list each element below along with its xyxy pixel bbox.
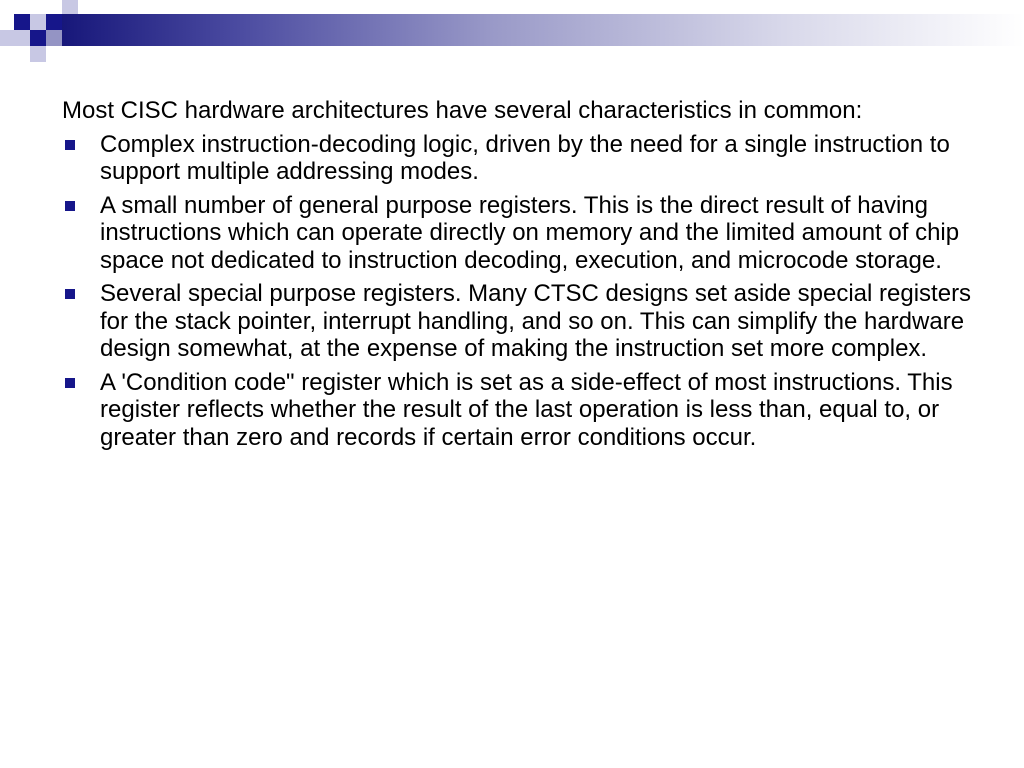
- bullet-text: A small number of general purpose registers. This is the direct result of having instructions which can operate directly on memory and the limited amount of chip space not dedicated to instruction decoding, execution, and microcode storage.: [100, 191, 960, 274]
- intro-text: Most CISC hardware architectures have several characteristics in common:: [62, 97, 863, 124]
- header-gradient-bar: [62, 14, 1024, 46]
- bullet-item: [62, 369, 972, 452]
- decor-square-navy-2: [46, 14, 62, 30]
- bullet-text: Complex instruction-decoding logic, driven by the need for a single instruction to support multiple addressing modes.: [100, 130, 950, 185]
- decor-square-navy-1: [14, 14, 30, 30]
- square-bullet-icon: [65, 140, 75, 150]
- decor-square-light-4: [30, 46, 46, 62]
- square-bullet-icon: [65, 378, 75, 388]
- decor-square-light-1: [30, 14, 46, 30]
- bullet-text: Several special purpose registers. Many CTSC designs set aside special registers for the stack pointer, interrupt handling, and so on. This can simplify the hardware design somewhat, at the expense of making the instruction set more complex.: [100, 280, 972, 362]
- bullet-item: [62, 131, 972, 186]
- decor-square-light-3: [14, 30, 30, 46]
- square-bullet-icon: [65, 201, 75, 211]
- decor-square-light-2: [62, 0, 78, 14]
- decor-square-navy-3: [30, 30, 46, 46]
- bullet-item: [62, 192, 972, 275]
- decor-square-light-5: [0, 30, 14, 46]
- header-decoration: [0, 0, 1024, 62]
- bullet-text: A 'Condition code" register which is set as a side-effect of most instructions. This register reflects whether the result of the last operation is less than, equal to, or greater than zero and records if certain error conditions occur.: [100, 368, 953, 451]
- bullet-list: [62, 131, 972, 452]
- slide-body: [62, 97, 972, 457]
- square-bullet-icon: [65, 289, 75, 299]
- decor-square-mid-1: [46, 30, 62, 46]
- bullet-item: [62, 280, 972, 363]
